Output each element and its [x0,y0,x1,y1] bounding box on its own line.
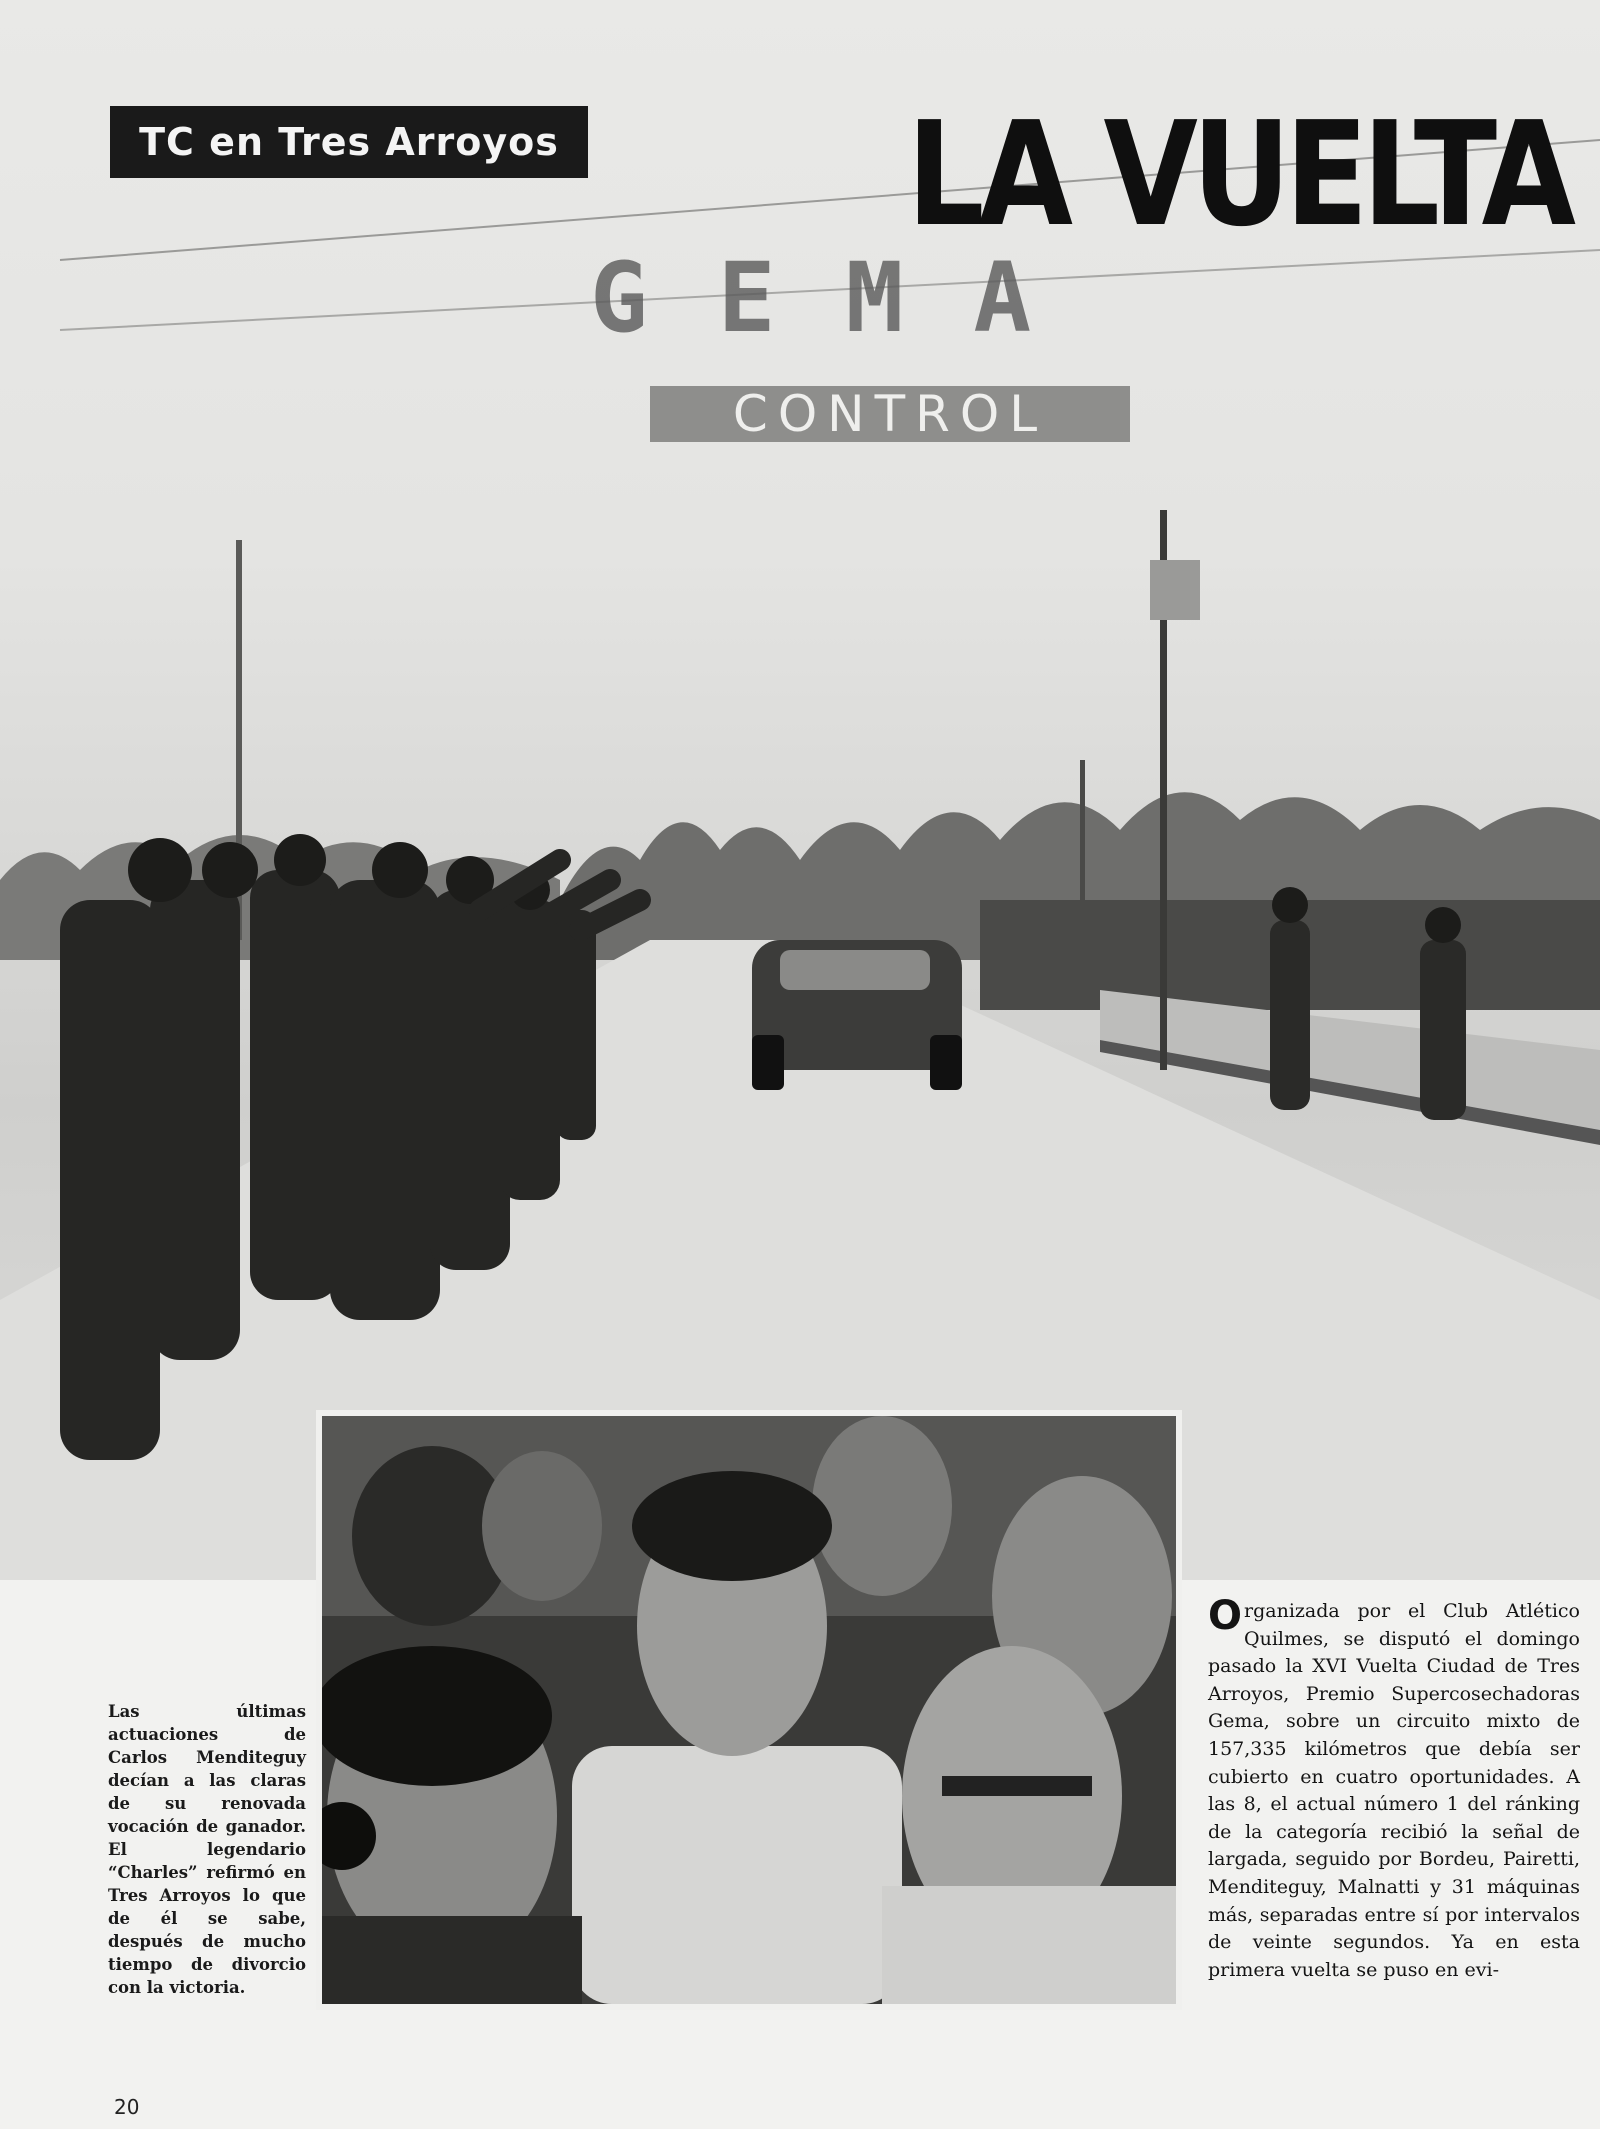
article-text: rganizada por el Club Atlético Quilmes, se disputó el domingo pasado la XVI Vuelta Ciudad de Tres Arroyos, Premio Supercosechadoras Gema, sobre un circuito mixto de 157,335 kilómetros que debía ser cubierto en cuatro oportunidades. A las 8, el actual número 1 del ránking de la categoría recibió la señal de largada, seguido por Bordeu, Pairetti, Menditeguy, Malnatti y 31 máquinas más, separadas entre sí por intervalos de veinte segundos. Ya en esta primera vuelta se puso en evi- [1208,1600,1580,1981]
headline: LA VUELTA [906,90,1570,259]
section-tag: TC en Tres Arroyos [110,106,588,178]
inset-photo [316,1410,1182,2010]
article-body [1208,1593,1580,1984]
banner-control-sign: CONTROL [650,386,1130,442]
drop-cap: O [1208,1593,1243,1639]
banner-gema-sign: GEMA [590,242,1102,354]
inset-photo-graphic [322,1416,1176,2004]
photo-caption: Las últimas actuaciones de Carlos Menditeguy decían a las claras de su renovada vocación de ganador. El legendario “Charles” refirmó en Tres Arroyos lo que de él se sabe, después de mucho tiempo de divorcio con la victoria. [108,1702,306,1997]
page-number: 20 [114,2095,140,2119]
